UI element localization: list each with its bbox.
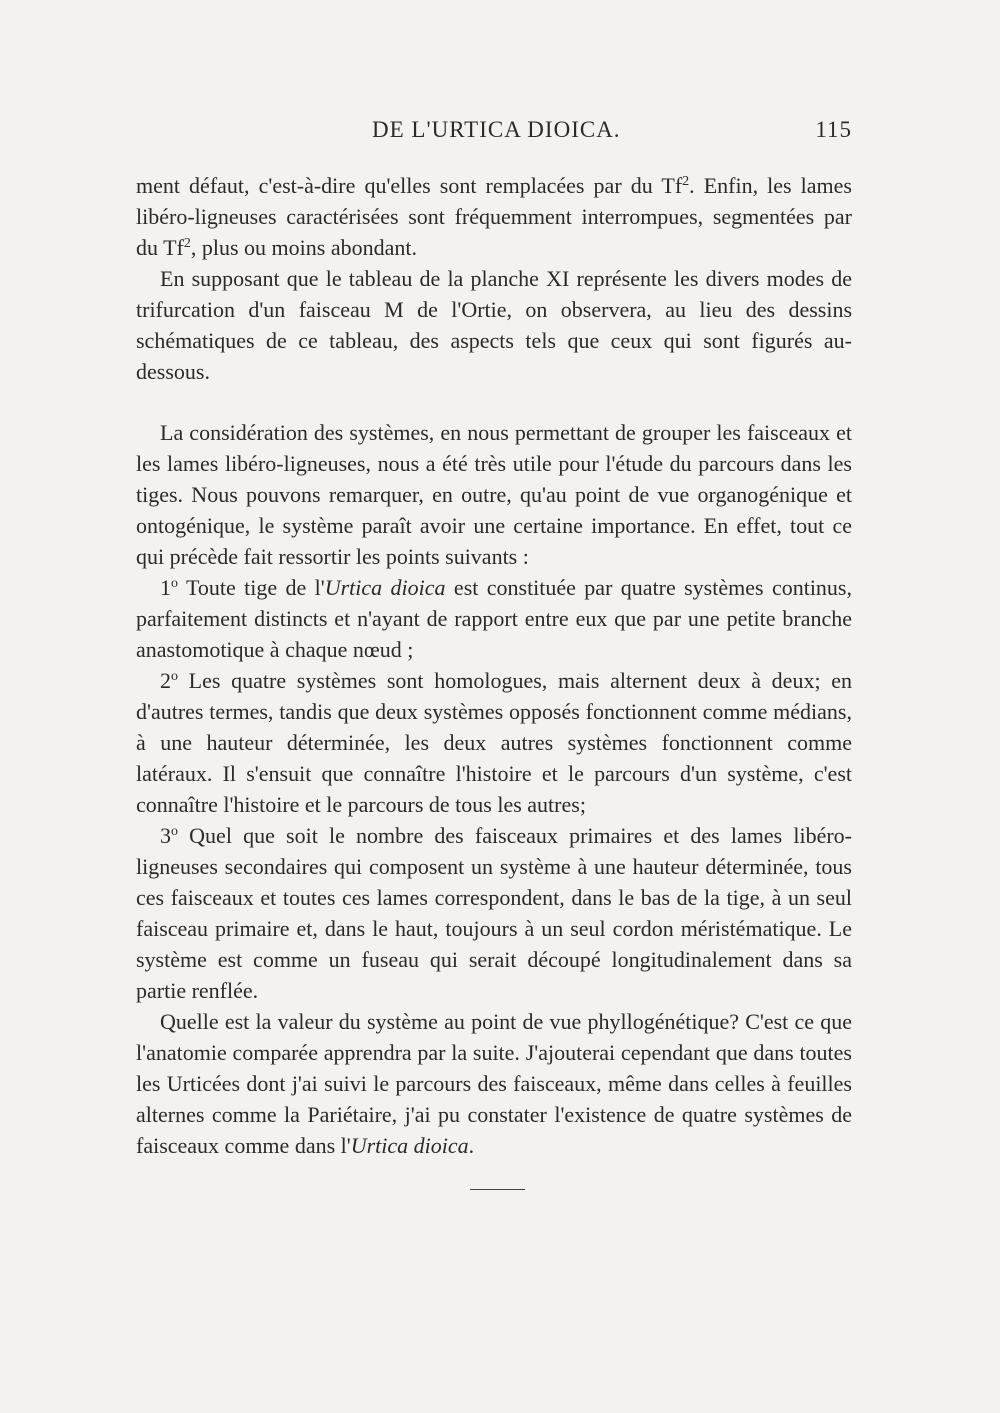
text-run: .	[468, 1133, 475, 1158]
paragraph-phylogeny	[136, 1006, 852, 1161]
superscript: 2	[682, 174, 690, 189]
text-run: , plus ou moins abondant.	[190, 235, 417, 260]
paragraph-continuation	[136, 170, 852, 263]
end-rule	[470, 1189, 525, 1190]
page-number: 115	[815, 117, 852, 142]
body-text	[136, 170, 852, 1161]
text-run: est constituée par quatre systèmes continus, parfaitement distincts et n'ayant de rapport entre eux que par une petite branche anastomotique à chaque nœud ;	[136, 575, 852, 662]
ordinal-mark: o	[171, 576, 178, 591]
superscript: 2	[183, 236, 191, 251]
list-item-3	[136, 820, 852, 1006]
running-title: DE L'URTICA DIOICA.	[372, 117, 621, 142]
list-item-1	[136, 572, 852, 665]
text-run: Les quatre systèmes sont homologues, mais alternent deux à deux; en d'autres termes, tandis que deux systèmes opposés fonctionnent comme médians, à une hauteur déterminée, les deux autres systèmes fonctionnent comme latéraux. Il s'ensuit que connaître l'histoire et le parcours d'un système, c'est connaître l'histoire et le parcours de tous les autres;	[136, 668, 852, 817]
text-run: . Enfin, les lames libéro-ligneuses caractérisées sont fréquemment interrompues, segmentées par du Tf	[136, 173, 852, 260]
paragraph-trifurcation: En supposant que le tableau de la planche XI représente les divers modes de trifurcation d'un faisceau M de l'Ortie, on observera, au lieu des dessins schématiques de ce tableau, des aspects tels que ceux qui sont figurés au-dessous.	[136, 266, 852, 384]
ordinal-mark: o	[171, 824, 178, 839]
ordinal-mark: o	[171, 669, 178, 684]
list-item-2	[136, 665, 852, 820]
item-number: 1	[160, 575, 171, 600]
species-name: Urtica dioica	[324, 575, 446, 600]
text-run: Toute tige de l'	[178, 575, 325, 600]
species-name: Urtica dioica	[350, 1133, 469, 1158]
text-run: Quelle est la valeur du système au point de vue phyllogénétique? C'est ce que l'anatomie comparée apprendra par la suite. J'ajouterai cependant que dans toutes les Urticées dont j'ai suivi le parcours des faisceaux, même dans celles à feuilles alternes comme la Pariétaire, j'ai pu constater l'existence de quatre systèmes de faisceaux comme dans l'	[136, 1009, 852, 1158]
item-number: 2	[160, 668, 171, 693]
running-head	[136, 117, 852, 147]
text-run: ment défaut, c'est-à-dire qu'elles sont remplacées par du Tf	[136, 173, 683, 198]
text-run: Quel que soit le nombre des faisceaux primaires et des lames libéro-ligneuses secondaires qui composent un système à une hauteur déterminée, tous ces faisceaux et toutes ces lames correspondent, dans le bas de la tige, à un seul faisceau primaire et, dans le haut, toujours à un seul cordon méristématique. Le système est comme un fuseau qui serait découpé longitudinalement dans sa partie renflée.	[136, 823, 852, 1003]
item-number: 3	[160, 823, 171, 848]
paragraph-systems: La considération des systèmes, en nous permettant de grouper les faisceaux et les lames libéro-ligneuses, nous a été très utile pour l'étude du parcours dans les tiges. Nous pouvons remarquer, en outre, qu'au point de vue organogénique et ontogénique, le système paraît avoir une certaine importance. En effet, tout ce qui précède fait ressortir les points suivants :	[136, 420, 852, 569]
